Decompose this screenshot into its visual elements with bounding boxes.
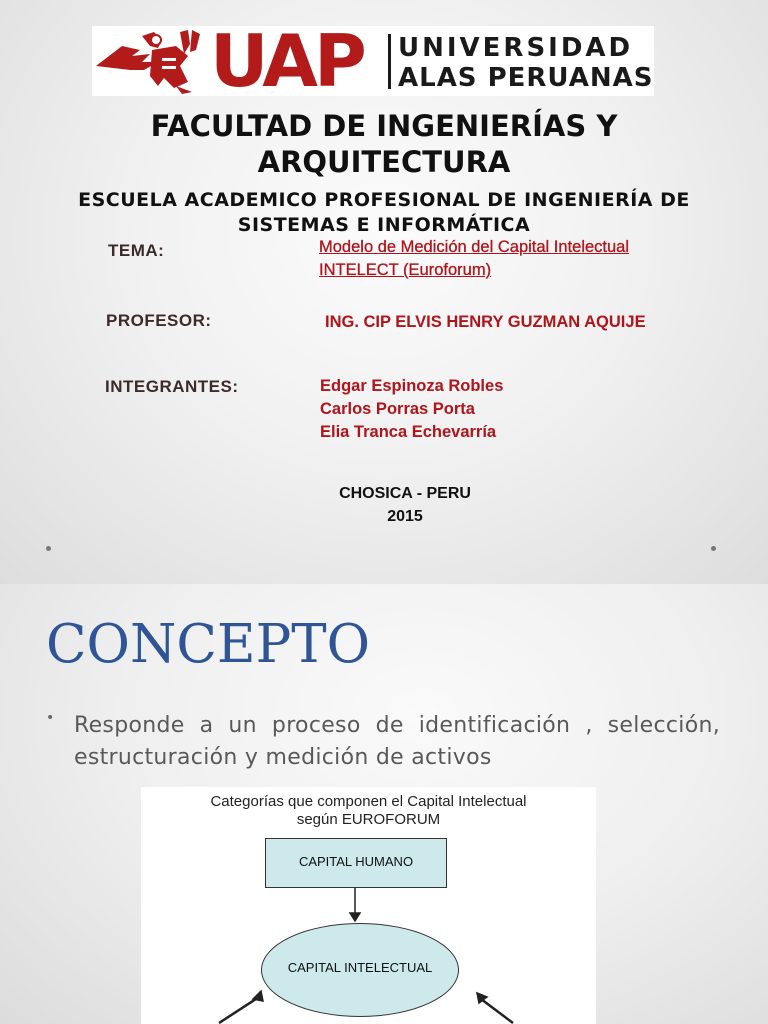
logo-university-name: UNIVERSIDAD xyxy=(398,33,634,63)
capital-intelectual-diagram xyxy=(141,787,596,1024)
capital-intelectual-ellipse xyxy=(261,923,459,1017)
logo-divider xyxy=(388,34,391,89)
bullet-icon: • xyxy=(46,710,55,726)
year-text: 2015 xyxy=(387,508,423,525)
tema-value-line2[interactable]: INTELECT (Euroforum) xyxy=(319,261,492,279)
school-subtitle: ESCUELA ACADEMICO PROFESIONAL DE INGENIERÍA DE SISTEMAS E INFORMÁTICA xyxy=(78,189,690,236)
diagram-title-line2: según EUROFORUM xyxy=(296,811,441,828)
integrante-item: Carlos Porras Porta xyxy=(320,400,475,418)
capital-intelectual-label: CAPITAL INTELECTUAL xyxy=(287,960,433,975)
capital-humano-box xyxy=(265,838,447,888)
integrante-item: Elia Tranca Echevarría xyxy=(320,423,497,441)
logo-acronym: UAP xyxy=(210,19,363,103)
integrantes-label: INTEGRANTES: xyxy=(105,377,239,396)
profesor-label: PROFESOR: xyxy=(106,311,212,330)
condor-emblem-icon xyxy=(92,26,212,96)
logo-university-subname: ALAS PERUANAS xyxy=(398,63,654,93)
profesor-value: ING. CIP ELVIS HENRY GUZMAN AQUIJE xyxy=(325,313,646,331)
university-logo xyxy=(92,19,654,103)
tema-label: TEMA: xyxy=(108,241,165,260)
concept-paragraph: Responde a un proceso de identificación , selección, estructuración y medición de activos xyxy=(74,713,720,770)
concept-slide xyxy=(0,584,768,1024)
slide-title: CONCEPTO xyxy=(46,614,371,675)
faculty-title: FACULTAD DE INGENIERÍAS Y ARQUITECTURA xyxy=(150,109,618,179)
location-year xyxy=(300,482,510,528)
capital-humano-label: CAPITAL HUMANO xyxy=(298,854,414,869)
tema-value-line1[interactable]: Modelo de Medición del Capital Intelectual xyxy=(319,238,630,256)
integrante-item: Edgar Espinoza Robles xyxy=(320,377,504,395)
bullet-dot-icon xyxy=(711,546,716,551)
location-text: CHOSICA - PERU xyxy=(339,485,471,502)
bullet-dot-icon xyxy=(46,546,51,551)
diagram-title-line1: Categorías que componen el Capital Intelectual xyxy=(210,793,527,810)
